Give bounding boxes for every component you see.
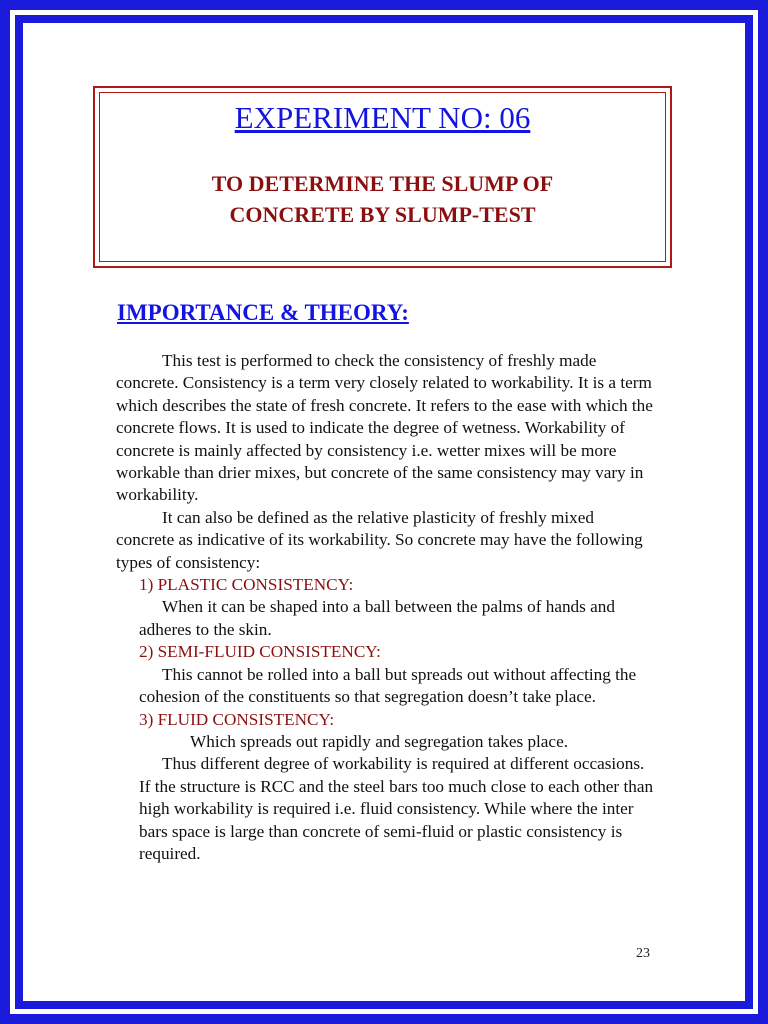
item-1-heading: 1) PLASTIC CONSISTENCY: [139,575,354,595]
closing-block [116,753,656,865]
experiment-subtitle [115,168,650,230]
experiment-title: EXPERIMENT NO: 06 [234,100,531,135]
item-1-body [116,596,656,641]
page-number: 23 [636,946,650,961]
paragraph-1: This test is performed to check the consistency of freshly made concrete. Consistency is a term very closely related to workability. It is a term which describes the state of fresh concrete. It refers to the ease with which the concrete flows. It is used to indicate the degree of wetness. Workability of concrete is mainly affected by consistency i.e. wetter mixes will be more workable than drier mixes, but concrete of the same consistency may vary in workability. [116,351,653,505]
item-3-text: Which spreads out rapidly and segregation takes place. [190,731,568,751]
paragraph-2: It can also be defined as the relative plasticity of freshly mixed concrete as indicative of its workability. So concrete may have the following types of consistency: [116,507,643,572]
section-heading: IMPORTANCE & THEORY: [117,300,409,325]
item-2-heading: 2) SEMI-FLUID CONSISTENCY: [139,642,381,662]
item-2-body [116,664,656,709]
closing-paragraph: Thus different degree of workability is required at different occasions. If the structure is RCC and the steel bars too much close to each other than high workability is required i.e. fluid consistency. While where the inter bars space is large than concrete of semi-fluid or plastic consistency is required. [139,754,654,863]
item-1-text: When it can be shaped into a ball between the palms of hands and adheres to the skin. [139,597,615,639]
subtitle-line-1: TO DETERMINE THE SLUMP OF [211,171,554,196]
body-text [116,350,656,865]
item-3-heading: 3) FLUID CONSISTENCY: [139,709,335,729]
subtitle-line-2: CONCRETE BY SLUMP-TEST [229,202,536,227]
item-2-text: This cannot be rolled into a ball but spreads out without affecting the cohesion of the constituents so that segregation doesn’t take place. [139,664,637,707]
title-box [93,86,672,268]
